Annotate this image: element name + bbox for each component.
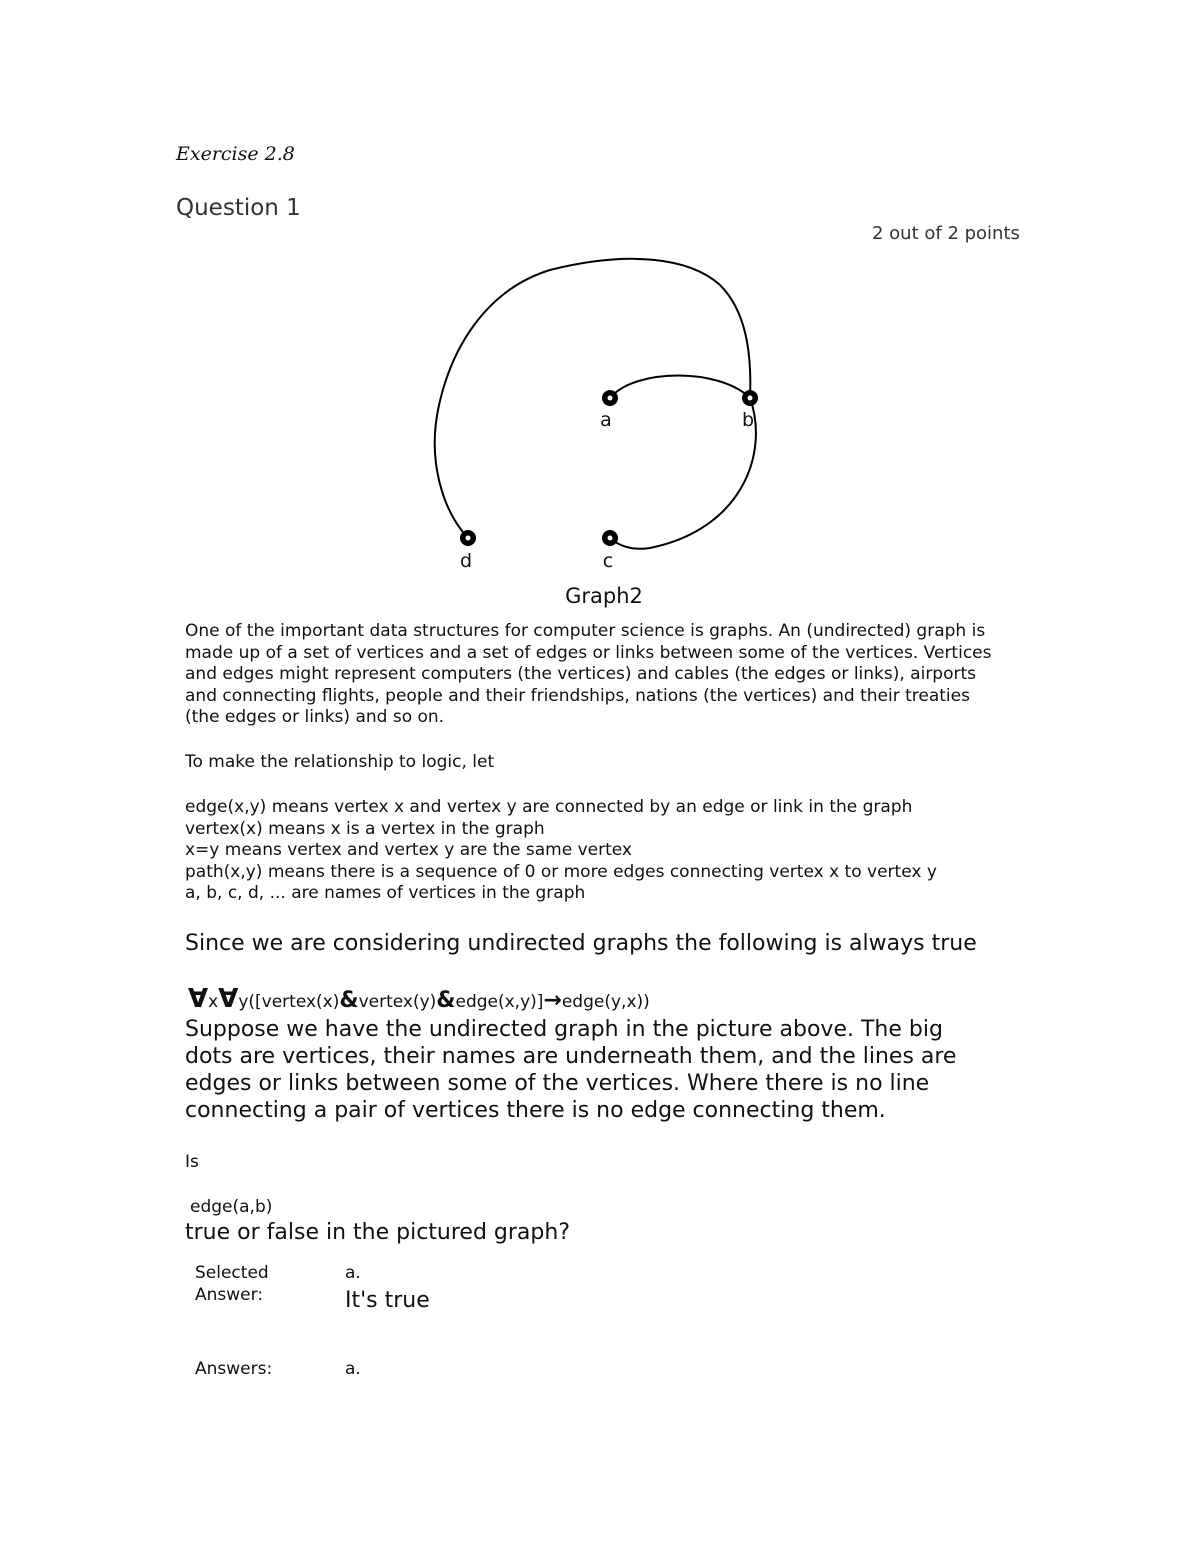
vertex-c (602, 530, 618, 546)
and-symbol: & (436, 988, 456, 1013)
symmetry-formula (188, 984, 650, 1014)
definition-item: x=y means vertex and vertex y are the same vertex (185, 840, 632, 860)
vertex-d (460, 530, 476, 546)
formula-part: ([vertex(x) (248, 992, 340, 1012)
implies-arrow: → (543, 988, 562, 1013)
formula-part: edge(x,y)] (455, 992, 544, 1012)
definition-item: path(x,y) means there is a sequence of 0 or more edges connecting vertex x to vertex y (185, 861, 937, 882)
vertex-label-a: a (600, 409, 612, 431)
selected-answer-label: Selected Answer: (195, 1263, 269, 1305)
edge-a-b (610, 376, 750, 399)
and-symbol: & (339, 988, 359, 1013)
is-word: Is (185, 1152, 199, 1172)
graph-figure (400, 240, 800, 620)
definition-item: edge(x,y) means vertex x and vertex y are connected by an edge or link in the graph (185, 797, 913, 817)
exercise-title: Exercise 2.8 (176, 143, 295, 165)
forall-symbol: ∀ (218, 984, 239, 1014)
vertex-a (602, 390, 618, 406)
definition-item: a, b, c, d, ... are names of vertices in the graph (185, 883, 586, 903)
forall-symbol: ∀ (188, 984, 209, 1014)
always-true-statement: Since we are considering undirected graphs the following is always true (185, 931, 977, 956)
question-heading: Question 1 (176, 195, 301, 221)
variable-y: y (238, 992, 249, 1012)
graph-caption: Graph2 (565, 584, 643, 608)
edge-b-c (610, 398, 756, 549)
vertex-b (742, 390, 758, 406)
variable-x: x (208, 992, 219, 1012)
formula-part: edge(y,x)) (561, 992, 650, 1012)
selected-answer-letter: a. (345, 1263, 361, 1283)
true-false-prompt: true or false in the pictured graph? (185, 1220, 570, 1245)
intro-paragraph: One of the important data structures for computer science is graphs. An (undirected) graph is made up of a set of vertices and a set of edges or links between some of the vertices. Vertices and edges might represent computers (the vertices) and cables (the edges or links), airports and connecting flights, people and their friendships, nations (the vertices) and their treaties (the edges or links) and so on. (185, 621, 992, 727)
definitions-list (185, 797, 975, 905)
answers-letter: a. (345, 1359, 361, 1379)
vertex-label-b: b (741, 409, 755, 431)
answers-label: Answers: (195, 1359, 273, 1379)
selected-answer-text: It's true (345, 1288, 430, 1313)
question-expression: edge(a,b) (190, 1197, 273, 1217)
edge-b-d (435, 259, 751, 538)
vertex-label-d: d (459, 550, 473, 572)
points-score: 2 out of 2 points (872, 223, 1020, 244)
vertex-label-c: c (602, 550, 614, 572)
definition-item: vertex(x) means x is a vertex in the graph (185, 818, 545, 839)
suppose-paragraph: Suppose we have the undirected graph in the picture above. The big dots are vertices, their names are underneath them, and the lines are edges or links between some of the vertices. Where there is no line connecting a pair of vertices there is no edge connecting them. (185, 1017, 957, 1123)
formula-part: vertex(y) (358, 992, 437, 1012)
relation-intro: To make the relationship to logic, let (185, 752, 495, 772)
